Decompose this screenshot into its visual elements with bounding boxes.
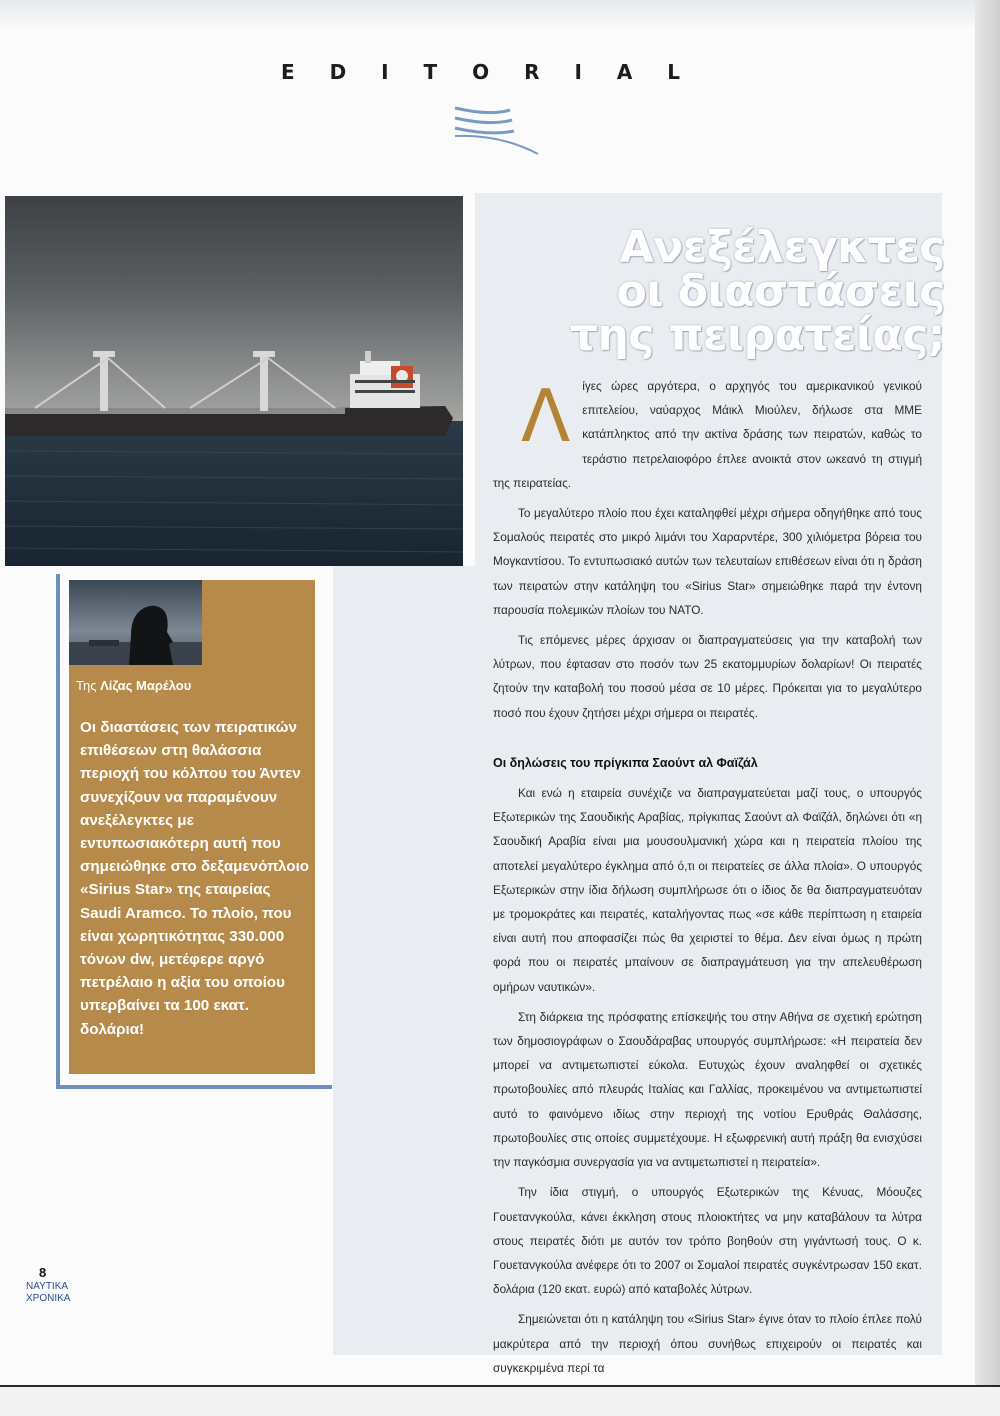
page-number: 8 bbox=[39, 1265, 47, 1280]
sidebar-line: περιοχή του κόλπου του Άντεν bbox=[80, 765, 301, 783]
sidebar-line: ανεξέλεγκτες με bbox=[80, 811, 194, 829]
sidebar-line: «Sirius Star» της εταιρείας bbox=[80, 881, 271, 899]
headline-line-3: της πειρατείας; bbox=[569, 310, 945, 361]
sidebar-line: σημειώθηκε στο δεξαμενόπλοιο bbox=[80, 858, 310, 876]
section-title: E D I T O R I A L bbox=[280, 60, 695, 84]
author-photo bbox=[69, 580, 202, 665]
publication-name-line-2: ΧΡΟΝΙΚΑ bbox=[26, 1293, 71, 1304]
sidebar-line: εντυπωσιακότερη αυτή που bbox=[80, 835, 281, 853]
publication-name-line-1: ΝΑΥΤΙΚΑ bbox=[26, 1281, 69, 1292]
ship-photo bbox=[5, 196, 463, 566]
sidebar-line: δολάρια! bbox=[80, 1020, 145, 1038]
page-folio bbox=[26, 1265, 86, 1305]
article-paragraph-7: Σημειώνεται ότι η κατάληψη του «Sirius Star» έγινε όταν το πλοίο έπλεε πολύ μακρύτερα από την περιοχή όπου συνήθως επιχειρούν οι πειρατές και συγκεκριμένα περί τα bbox=[493, 1312, 922, 1375]
sidebar-line: τόνων dw, μετέφερε αργό bbox=[80, 951, 265, 969]
byline bbox=[76, 678, 191, 693]
sidebar-line: Οι διαστάσεις των πειρατικών bbox=[80, 719, 297, 736]
dropcap: Λ bbox=[521, 374, 571, 458]
bottom-edge bbox=[0, 1385, 1000, 1416]
article-body bbox=[493, 374, 922, 1386]
headline bbox=[525, 222, 945, 361]
sidebar-line: υπερβαίνει τα 100 εκατ. bbox=[80, 997, 249, 1015]
sidebar-quote bbox=[80, 716, 310, 1041]
headline-line-2: οι διαστάσεις bbox=[616, 266, 945, 317]
sidebar-line: Saudi Aramco. Το πλοίο, που bbox=[80, 904, 292, 922]
page-edge-shadow bbox=[975, 0, 1000, 1385]
article-paragraph-4: Και ενώ η εταιρεία συνέχιζε να διαπραγματεύεται μαζί τους, ο υπουργός Εξωτερικών της Σαουδικής Αραβίας, πρίγκιπας Σαούντ αλ Φαϊζάλ, δηλώνει ότι «η Σαουδική Αραβία είναι μια μουσουλμανική χώρα και η πειρατεία πλοίου της αποτελεί μεγαλύτερο έγκλημα από ό,τι οι πειρατείες σε άλλα πλοία». Ο υπουργός Εξωτερικών στην ίδια δήλωση συμπλήρωσε ότι ο ίδιος δε θα διαπραγματευόταν με τρομοκράτες και πειρατές, καταλήγοντας πως «σε κάθε περίπτωση η εταιρεία είναι αυτή που αποφασίζει πώς θα χειριστεί το θέμα. Δεν είναι όμως η πρώτη φορά που οι πειρατές μπαίνουν σε διαπραγμάτευση για την απελευθέρωση ομήρων ναυτικών». bbox=[493, 786, 922, 994]
top-scan-band bbox=[0, 0, 975, 30]
article-paragraph-5: Στη διάρκεια της πρόσφατης επίσκεψής του στην Αθήνα σε σχετική ερώτηση των δημοσιογράφων ο Σαουδάραβας υπουργός συμπλήρωσε: «Η πειρατεία δεν μπορεί να αντιμετωπιστεί εύκολα. Ευτυχώς έχουν αναληφθεί οι σχετικές πρωτοβουλίες από πλευράς Ιταλίας και Γαλλίας, προκειμένου να αντιμετωπιστεί αυτό το φαινόμενο ιδίως στην περιοχή της νοτίου Ερυθράς Θαλάσσης, πρωτοβουλίες στις οποίες συμμετέχουμε. Η εξωφρενική αυτή πράξη θα ενισχύσει την παγκόσμια συνεργασία για να αντιμετωπιστεί η πειρατεία». bbox=[493, 1009, 922, 1170]
paragraph-text: ίγες ώρες αργότερα, ο αρχηγός του αμερικανικού γενικού επιτελείου, ναύαρχος Μάικλ Μιούλεν, δήλωσε στα ΜΜΕ κατάπληκτος από την ακτίνα δράσης των πειρατών, καθώς το τεράστιο πετρελαιοφόρο έπλεε ανοικτά στον ωκεανό τη στιγμή της πειρατείας. bbox=[493, 379, 922, 490]
wave-ornament-icon bbox=[450, 104, 540, 156]
article-paragraph-3: Τις επόμενες μέρες άρχισαν οι διαπραγματεύσεις για την καταβολή των λύτρων, που έφτασαν στο ποσόν των 25 εκατομμυρίων δολαρίων! Οι πειρατές ζητούν την καταβολή του ποσού μέσα σε 10 μέρες. Πρόκειται για το μεγαλύτερο ποσό που έχουν ζητήσει μέχρι σήμερα οι πειρατές. bbox=[493, 633, 922, 720]
byline-name: Λίζας Μαρέλου bbox=[100, 678, 192, 693]
sidebar-line: είναι χωρητικότητας 330.000 bbox=[80, 927, 285, 945]
article-subhead: Οι δηλώσεις του πρίγκιπα Σαούντ αλ Φαϊζάλ bbox=[493, 755, 758, 770]
article-paragraph-6: Την ίδια στιγμή, ο υπουργός Εξωτερικών της Κένυας, Μόουζες Γουετανγκούλα, κάνει έκκληση στους πλοιοκτήτες να μην καταβάλουν τα λύτρα στους πειρατές διότι με αυτόν τον τρόπο βοηθούν στη γιγάντωσή τους. Ο κ. Γουετανγκούλα ανέφερε ότι το 2007 οι Σομαλοί πειρατές συγκέντρωσαν 150 εκατ. δολάρια (120 εκατ. ευρώ) από καταβολές λύτρων. bbox=[493, 1185, 922, 1297]
headline-line-1: Ανεξέλεγκτες bbox=[619, 222, 945, 273]
byline-prefix: Της bbox=[76, 678, 97, 693]
article-background-extension bbox=[333, 566, 475, 1355]
sidebar-line: συνεχίζουν να παραμένουν bbox=[80, 788, 278, 806]
article-paragraph-2: Το μεγαλύτερο πλοίο που έχει καταληφθεί μέχρι σήμερα οδηγήθηκε από τους Σομαλούς πειρατές στο μικρό λιμάνι του Χαραρντέρε, 300 χιλιόμετρα βόρεια του Μογκαντίσου. Το εντυπωσιακό αυτών των τελευταίων επιθέσεων είναι ότι η δράση των πειρατών στην κατάληψη του «Sirius Star» σημειώθηκε παρά την έντονη παρουσία πολεμικών πλοίων του ΝΑΤΟ. bbox=[493, 506, 922, 617]
sidebar-line: πετρέλαιο η αξία του οποίου bbox=[80, 974, 285, 992]
article-paragraph-1 bbox=[493, 374, 922, 495]
sidebar-line: επιθέσεων στη θαλάσσια bbox=[80, 742, 262, 760]
